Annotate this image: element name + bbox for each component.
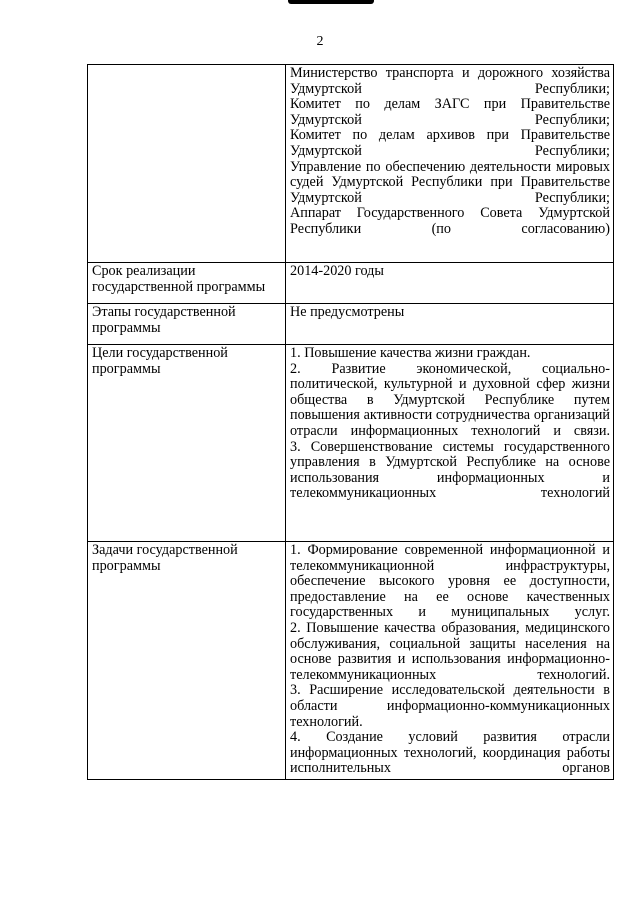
row-content [286, 542, 614, 780]
row-content [286, 345, 614, 542]
paragraph: Комитет по делам ЗАГС при Правительстве Удмуртской Республики; [290, 96, 610, 128]
table-row-tasks [88, 542, 614, 780]
paragraph: 4. Создание условий развития отрасли информационных технологий, координация работы исполнительных органов [290, 729, 610, 777]
row-label: Этапы государственной программы [88, 304, 286, 345]
program-passport-table [87, 64, 614, 780]
row-label: Цели государственной программы [88, 345, 286, 542]
paragraph: 2. Развитие экономической, социально-политической, культурной и духовной сфер жизни общества в Удмуртской Республике путем повышения активности сотрудничества организаций отрасли информационных технологий и связи. [290, 360, 610, 439]
paragraph: 1. Формирование современной информационной и телекоммуникационной инфраструктуры, обеспечение высокого уровня ее доступности, предоставление на ее основе качественных государственных и муниципальных услуг. [290, 542, 610, 621]
row-label: Срок реализации государственной программы [88, 263, 286, 304]
paragraph: Министерство транспорта и дорожного хозяйства Удмуртской Республики; [290, 65, 610, 97]
paragraph: 3. Расширение исследовательской деятельности в области информационно-коммуникационных технологий. [290, 682, 610, 730]
paragraph: Не предусмотрены [290, 304, 405, 320]
paragraph: Аппарат Государственного Совета Удмуртской Республики (по согласованию) [290, 205, 610, 237]
paragraph: Управление по обеспечению деятельности мировых судей Удмуртской Республики при Правительстве Удмуртской Республики; [290, 158, 610, 206]
row-content [286, 65, 614, 263]
table-row-term [88, 263, 614, 304]
row-label [88, 65, 286, 263]
table-row-stages [88, 304, 614, 345]
row-content [286, 304, 614, 345]
paragraph: Комитет по делам архивов при Правительстве Удмуртской Республики; [290, 127, 610, 159]
row-label: Задачи государственной программы [88, 542, 286, 780]
page-number: 2 [316, 34, 324, 49]
paragraph: 3. Совершенствование системы государственного управления в Удмуртской Республике на основе использования информационных и телекоммуникационных технологий [290, 438, 610, 502]
paragraph: 1. Повышение качества жизни граждан. [290, 345, 531, 361]
paragraph: 2014-2020 годы [290, 263, 384, 279]
table-row-executors [88, 65, 614, 263]
table-row-goals [88, 345, 614, 542]
paragraph: 2. Повышение качества образования, медицинского обслуживания, социальной защиты населения на основе развития и использования информационно- телекоммуникационных технологий. [290, 619, 610, 683]
top-edge-mark [288, 0, 374, 4]
row-content [286, 263, 614, 304]
